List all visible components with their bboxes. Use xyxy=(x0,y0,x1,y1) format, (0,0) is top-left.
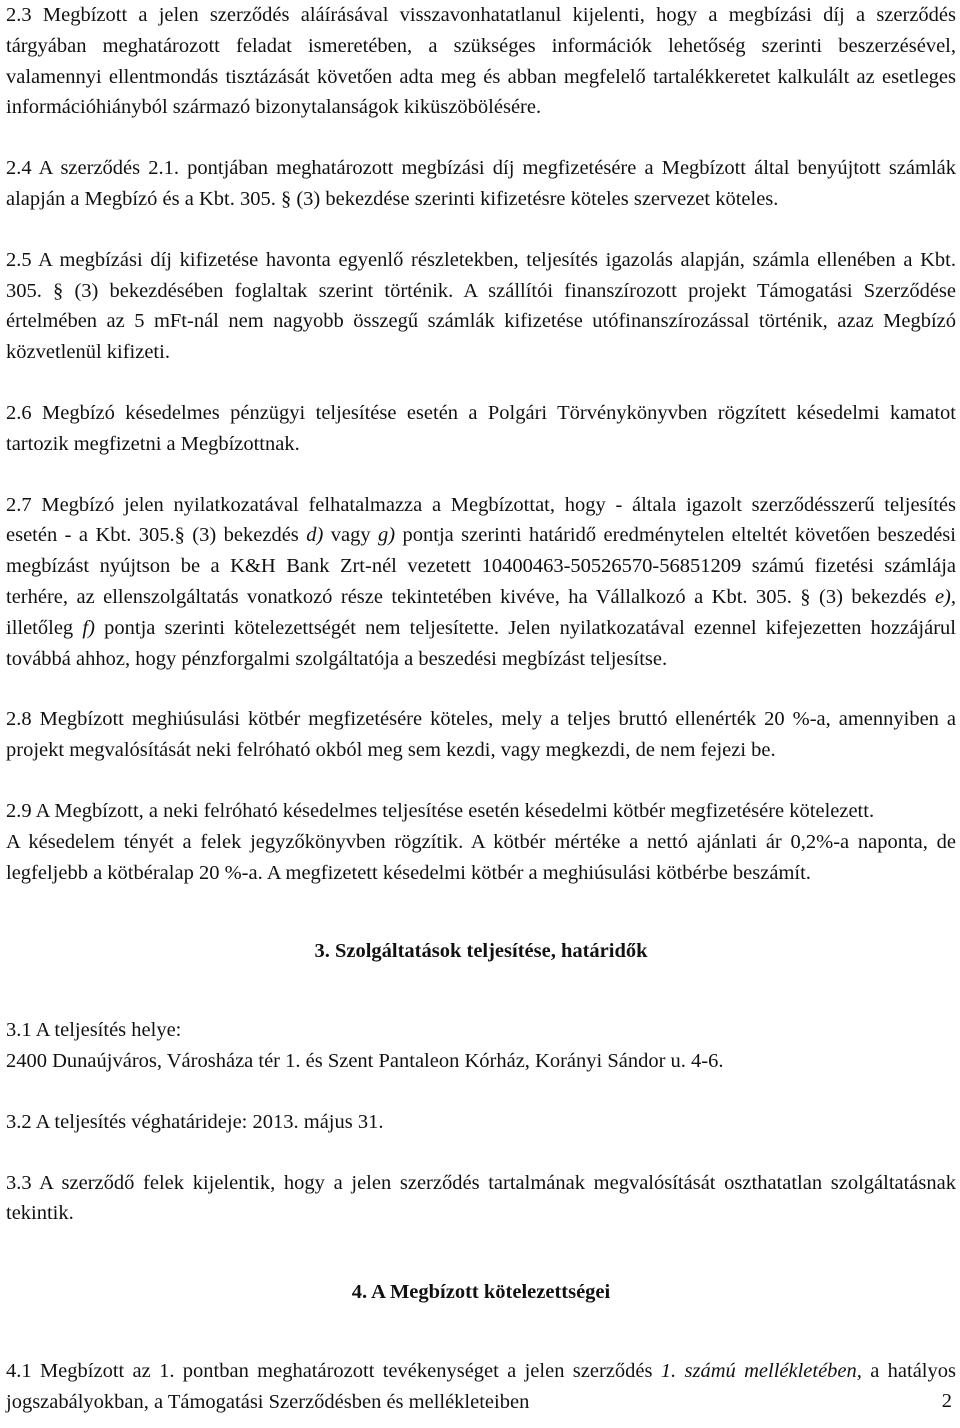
paragraph-2-7-point-e: e), xyxy=(934,585,956,608)
paragraph-2-5: 2.5 A megbízási díj kifizetése havonta egyenlő részletekben, teljesítés igazolás alapján, számla ellenében a Kbt. 305. § (3) bekezdésében foglaltak szerint történik. A szállítói finanszírozott projekt Támogatási Szerződése értelmében az 5 mFt-nál nem nagyobb összegű számlák kifizetése utófinanszírozással történik, azaz Megbízó közvetlenül kifizeti. xyxy=(6,248,956,364)
paragraph-2-7-point-g: g) xyxy=(378,524,396,547)
paragraph-2-7-point-f: f) xyxy=(82,616,95,639)
paragraph-2-9-continued: A késedelem tényét a felek jegyzőkönyvben rögzítik. A kötbér mértéke a nettó ajánlati ár 0,2%-a naponta, de legfeljebb a kötbéralap 20 %-a. A megfizetett késedelmi kötbér a meghiúsulási kötbérbe beszámít. xyxy=(6,830,956,884)
paragraph-2-7-point-d: d) xyxy=(306,524,324,547)
paragraph-4-1-text-a: 4.1 Megbízott az 1. pontban meghatározott tevékenységet a jelen szerződés xyxy=(6,1359,661,1382)
paragraph-4-1-annex: 1. számú mellékletében, xyxy=(660,1359,862,1382)
paragraph-2-7-text-a: 2.7 Megbízó jelen nyilatkozatával felhatalmazza a Megbízottat, hogy - általa igazolt szerződésszerű teljesítés esetén - a Kbt. 305.§ (3) bekezdés xyxy=(6,493,956,547)
paragraph-3-1-label: 3.1 A teljesítés helye: xyxy=(6,1019,182,1042)
paragraph-2-7-text-end: pontja szerinti kötelezettségét nem teljesítette. Jelen nyilatkozatával ezennel kifejezetten hozzájárul továbbá ahhoz, hogy pénzforgalmi szolgáltatója a beszedési megbízást teljesítse. xyxy=(6,616,956,670)
paragraph-3-1-address: 2400 Dunaújváros, Városháza tér 1. és Szent Pantaleon Kórház, Korányi Sándor u. 4-6. xyxy=(6,1049,724,1072)
document-page xyxy=(6,0,956,1418)
paragraph-2-7-text-f-pre: illetőleg xyxy=(6,616,83,639)
paragraph-4-1-text-b: a hatályos jogszabályokban, a Támogatási Szerződésben és mellékleteiben xyxy=(6,1359,956,1413)
paragraph-2-8: 2.8 Megbízott meghiúsulási kötbér megfizetésére köteles, mely a teljes bruttó ellenérték 20 %-a, amennyiben a projekt megvalósítását neki felróható okból meg sem kezdi, vagy megkezdi, de nem fejezi be. xyxy=(6,708,956,762)
paragraph-2-7-text-c: pontja szerinti határidő eredménytelen elteltét követően beszedési megbízást nyújtson be a K&H Bank Zrt-nél vezetett 10400463-50526570-56851209 számú fizetési számlája terhére, az ellenszolgáltatás vonatkozó része tekintetében kivéve, ha Vállalkozó a Kbt. 305. § (3) bekezdés xyxy=(6,524,956,608)
section-heading-3: 3. Szolgáltatások teljesítése, határidők xyxy=(314,940,648,963)
paragraph-2-7-text-b: vagy xyxy=(323,524,378,547)
paragraph-2-6: 2.6 Megbízó késedelmes pénzügyi teljesítése esetén a Polgári Törvénykönyvben rögzített késedelmi kamatot tartozik megfizetni a Megbízottnak. xyxy=(6,401,956,455)
paragraph-3-3: 3.3 A szerződő felek kijelentik, hogy a jelen szerződés tartalmának megvalósítását oszthatatlan szolgáltatásnak tekintik. xyxy=(6,1171,956,1225)
section-heading-4: 4. A Megbízott kötelezettségei xyxy=(351,1281,611,1304)
paragraph-2-4: 2.4 A szerződés 2.1. pontjában meghatározott megbízási díj megfizetésére a Megbízott által benyújtott számlák alapján a Megbízó és a Kbt. 305. § (3) bekezdése szerinti kifizetésre köteles szervezet köteles. xyxy=(6,157,956,210)
paragraph-4-1 xyxy=(6,1356,956,1418)
paragraph-2-7 xyxy=(6,490,956,675)
paragraph-2-3: 2.3 Megbízott a jelen szerződés aláírásával visszavonhatatlanul kijelenti, hogy a megbízási díj a szerződés tárgyában meghatározott feladat ismeretében, a szükséges információk lehetőség szerinti beszerzésével, valamennyi ellentmondás tisztázását követően adta meg és abban megfelelő tartalékkeretet kalkulált az esetleges információhiányból származó bizonytalanságok kiküszöbölésére. xyxy=(6,4,956,119)
paragraph-2-9: 2.9 A Megbízott, a neki felróható késedelmes teljesítése esetén késedelmi kötbér megfizetésére kötelezett. xyxy=(6,799,875,822)
page-number: 2 xyxy=(941,1390,952,1412)
paragraph-3-2: 3.2 A teljesítés véghatárideje: 2013. május 31. xyxy=(6,1110,384,1133)
